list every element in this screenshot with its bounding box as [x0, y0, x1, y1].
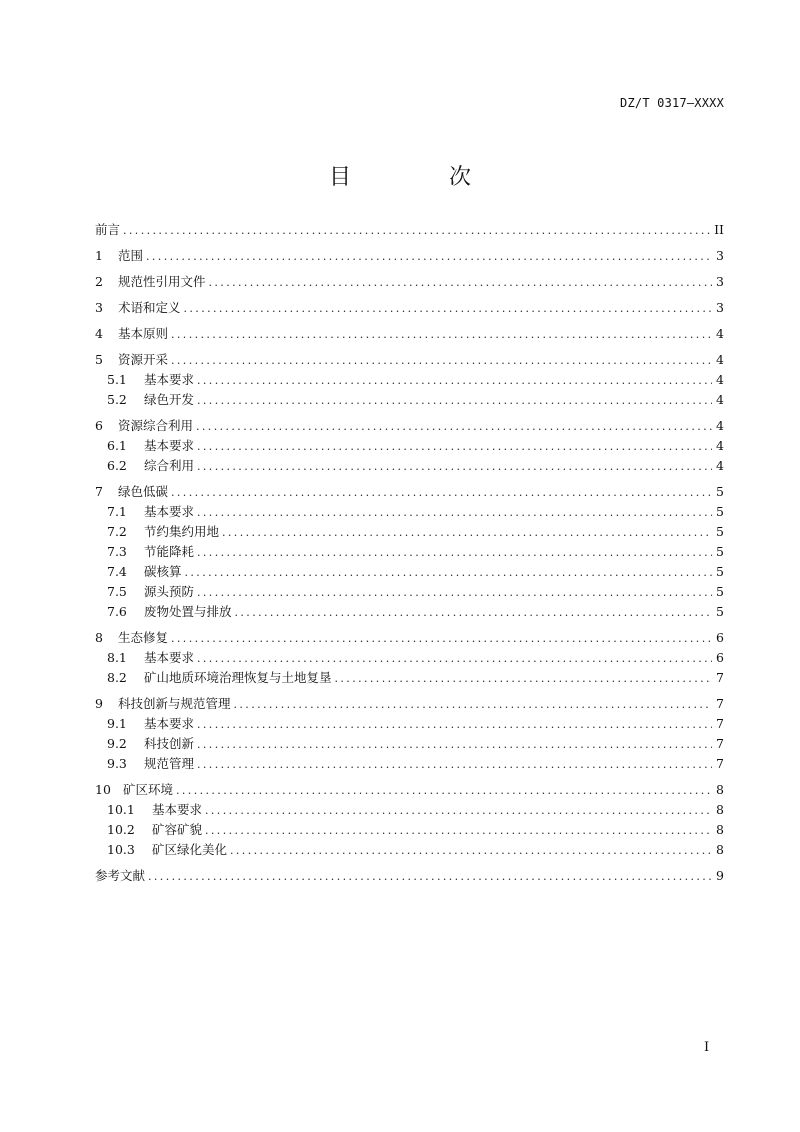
toc-entry-page: 3: [716, 274, 724, 289]
toc-entry-page: 5: [716, 544, 724, 559]
toc-entry-number: 10: [95, 782, 111, 797]
toc-entry-6-2[interactable]: [95, 456, 724, 476]
dot-leader: [234, 695, 713, 715]
toc-entry-text: 矿区环境: [123, 782, 174, 797]
toc-entry-page: 4: [716, 392, 724, 407]
toc-entry-text: 基本要求: [144, 504, 195, 519]
toc-entry-page: 5: [716, 504, 724, 519]
toc-entry-text: 绿色开发: [144, 392, 195, 407]
toc-entry-number: 9.1: [107, 716, 127, 731]
toc-entry-page: 7: [716, 696, 724, 711]
toc-entry-7-2[interactable]: [95, 522, 724, 542]
toc-entry-page: 8: [716, 802, 724, 817]
toc-entry-text: 规范性引用文件: [118, 274, 206, 289]
toc-entry-number: 3: [95, 300, 103, 315]
toc-entry-number: 10.1: [107, 802, 135, 817]
dot-leader: [205, 821, 712, 841]
toc-entry-page: II: [714, 222, 724, 237]
dot-leader: [171, 351, 712, 371]
toc-entry-number: 4: [95, 326, 103, 341]
dot-leader: [197, 371, 712, 391]
toc-entry-9[interactable]: [95, 694, 724, 714]
toc-entry-7-1[interactable]: [95, 502, 724, 522]
toc-entry-number: 7.5: [107, 584, 127, 599]
toc-entry-text: 资源开采: [118, 352, 169, 367]
toc-entry-text: 绿色低碳: [118, 484, 169, 499]
toc-entry-8-1[interactable]: [95, 648, 724, 668]
toc-entry-page: 4: [716, 418, 724, 433]
toc-entry-2[interactable]: [95, 272, 724, 292]
toc-entry-7[interactable]: [95, 482, 724, 502]
toc-entry-10[interactable]: [95, 780, 724, 800]
toc-entry-page: 8: [716, 822, 724, 837]
toc-entry-page: 7: [716, 736, 724, 751]
toc-entry-10-3[interactable]: [95, 840, 724, 860]
toc-entry-8[interactable]: [95, 628, 724, 648]
toc-entry-number: 10.2: [107, 822, 135, 837]
toc-entry-1[interactable]: [95, 246, 724, 266]
toc-entry-page: 5: [716, 604, 724, 619]
toc-entry-number: 7.6: [107, 604, 127, 619]
toc-entry-number: 9.2: [107, 736, 127, 751]
toc-entry-7-6[interactable]: [95, 602, 724, 622]
toc-entry-references[interactable]: [95, 866, 724, 886]
toc-entry-page: 7: [716, 716, 724, 731]
toc-entry-10-2[interactable]: [95, 820, 724, 840]
dot-leader: [197, 543, 712, 563]
dot-leader: [205, 801, 712, 821]
dot-leader: [197, 503, 712, 523]
toc-entry-page: 5: [716, 484, 724, 499]
toc-entry-number: 8.1: [107, 650, 127, 665]
dot-leader: [197, 391, 712, 411]
toc-entry-text: 节能降耗: [144, 544, 195, 559]
toc-entry-page: 6: [716, 630, 724, 645]
toc-entry-text: 科技创新与规范管理: [118, 696, 231, 711]
toc-entry-number: 7.4: [107, 564, 127, 579]
toc-entry-page: 5: [716, 584, 724, 599]
toc-entry-4[interactable]: [95, 324, 724, 344]
toc-entry-page: 7: [716, 756, 724, 771]
toc-entry-number: 5: [95, 352, 103, 367]
toc-entry-number: 2: [95, 274, 103, 289]
dot-leader: [176, 781, 712, 801]
toc-entry-8-2[interactable]: [95, 668, 724, 688]
toc-entry-foreword[interactable]: [95, 220, 724, 240]
toc-entry-5-1[interactable]: [95, 370, 724, 390]
toc-entry-7-5[interactable]: [95, 582, 724, 602]
toc-entry-text: 矿区绿化美化: [152, 842, 228, 857]
toc-entry-page: 4: [716, 372, 724, 387]
toc-entry-text: 源头预防: [144, 584, 195, 599]
dot-leader: [230, 841, 712, 861]
toc-entry-7-4[interactable]: [95, 562, 724, 582]
toc-entry-page: 4: [716, 352, 724, 367]
toc-entry-text: 科技创新: [144, 736, 195, 751]
toc-entry-page: 4: [716, 326, 724, 341]
toc-title: 目 次: [328, 165, 509, 190]
toc-entry-text: 废物处置与排放: [144, 604, 232, 619]
dot-leader: [197, 735, 712, 755]
toc-entry-text: 节约集约用地: [144, 524, 220, 539]
toc-entry-number: 7.1: [107, 504, 127, 519]
toc-entry-text: 前言: [95, 222, 121, 237]
toc-entry-page: 6: [716, 650, 724, 665]
dot-leader: [235, 603, 713, 623]
document-code: DZ/T 0317—XXXX: [620, 96, 724, 110]
dot-leader: [185, 563, 713, 583]
toc-entry-page: 4: [716, 458, 724, 473]
toc-entry-number: 9.3: [107, 756, 127, 771]
toc-entry-text: 范围: [118, 248, 144, 263]
toc-entry-number: 5.1: [107, 372, 127, 387]
toc-entry-9-2[interactable]: [95, 734, 724, 754]
toc-entry-text: 碳核算: [144, 564, 182, 579]
toc-entry-text: 矿山地质环境治理恢复与土地复垦: [144, 670, 332, 685]
dot-leader: [146, 247, 712, 267]
toc-entry-number: 9: [95, 696, 103, 711]
toc-entry-text: 基本要求: [152, 802, 203, 817]
toc-entry-7-3[interactable]: [95, 542, 724, 562]
toc-entry-text: 基本要求: [144, 650, 195, 665]
toc-entry-3[interactable]: [95, 298, 724, 318]
toc-entry-5-2[interactable]: [95, 390, 724, 410]
dot-leader: [171, 483, 712, 503]
toc-entry-9-1[interactable]: [95, 714, 724, 734]
dot-leader: [197, 755, 712, 775]
toc-entry-number: 6: [95, 418, 103, 433]
toc-entry-page: 7: [716, 670, 724, 685]
toc-entry-text: 生态修复: [118, 630, 169, 645]
toc-entry-text: 参考文献: [95, 868, 146, 883]
dot-leader: [209, 273, 713, 293]
toc-entry-10-1[interactable]: [95, 800, 724, 820]
toc-entry-text: 基本要求: [144, 438, 195, 453]
toc-entry-page: 5: [716, 524, 724, 539]
toc-entry-text: 规范管理: [144, 756, 195, 771]
dot-leader: [196, 417, 712, 437]
toc-entry-text: 基本原则: [118, 326, 169, 341]
toc-entry-page: 8: [716, 782, 724, 797]
dot-leader: [184, 299, 713, 319]
toc-entry-text: 基本要求: [144, 372, 195, 387]
dot-leader: [171, 325, 712, 345]
toc-entry-page: 3: [716, 300, 724, 315]
toc-entry-page: 8: [716, 842, 724, 857]
toc-entry-text: 资源综合利用: [118, 418, 194, 433]
toc-entry-page: 9: [716, 868, 724, 883]
toc-entry-number: 8.2: [107, 670, 127, 685]
page-number: I: [704, 1040, 710, 1055]
dot-leader: [197, 649, 712, 669]
toc-entry-number: 8: [95, 630, 103, 645]
toc-entry-number: 1: [95, 248, 103, 263]
dot-leader: [123, 221, 710, 241]
dot-leader: [197, 437, 712, 457]
toc-entry-page: 4: [716, 438, 724, 453]
toc-entry-number: 6.2: [107, 458, 127, 473]
toc-entry-number: 10.3: [107, 842, 135, 857]
dot-leader: [197, 583, 712, 603]
table-of-contents: [95, 220, 724, 886]
toc-entry-text: 术语和定义: [118, 300, 181, 315]
toc-entry-number: 7.2: [107, 524, 127, 539]
toc-entry-6[interactable]: [95, 416, 724, 436]
toc-entry-9-3[interactable]: [95, 754, 724, 774]
dot-leader: [171, 629, 712, 649]
toc-entry-number: 7.3: [107, 544, 127, 559]
toc-entry-number: 7: [95, 484, 103, 499]
dot-leader: [222, 523, 712, 543]
toc-entry-text: 基本要求: [144, 716, 195, 731]
toc-entry-page: 5: [716, 564, 724, 579]
dot-leader: [148, 867, 712, 887]
toc-entry-5[interactable]: [95, 350, 724, 370]
toc-entry-text: 综合利用: [144, 458, 195, 473]
toc-entry-number: 6.1: [107, 438, 127, 453]
dot-leader: [197, 457, 712, 477]
dot-leader: [335, 669, 713, 689]
toc-entry-number: 5.2: [107, 392, 127, 407]
toc-entry-page: 3: [716, 248, 724, 263]
dot-leader: [197, 715, 712, 735]
toc-entry-6-1[interactable]: [95, 436, 724, 456]
toc-entry-text: 矿容矿貌: [152, 822, 203, 837]
